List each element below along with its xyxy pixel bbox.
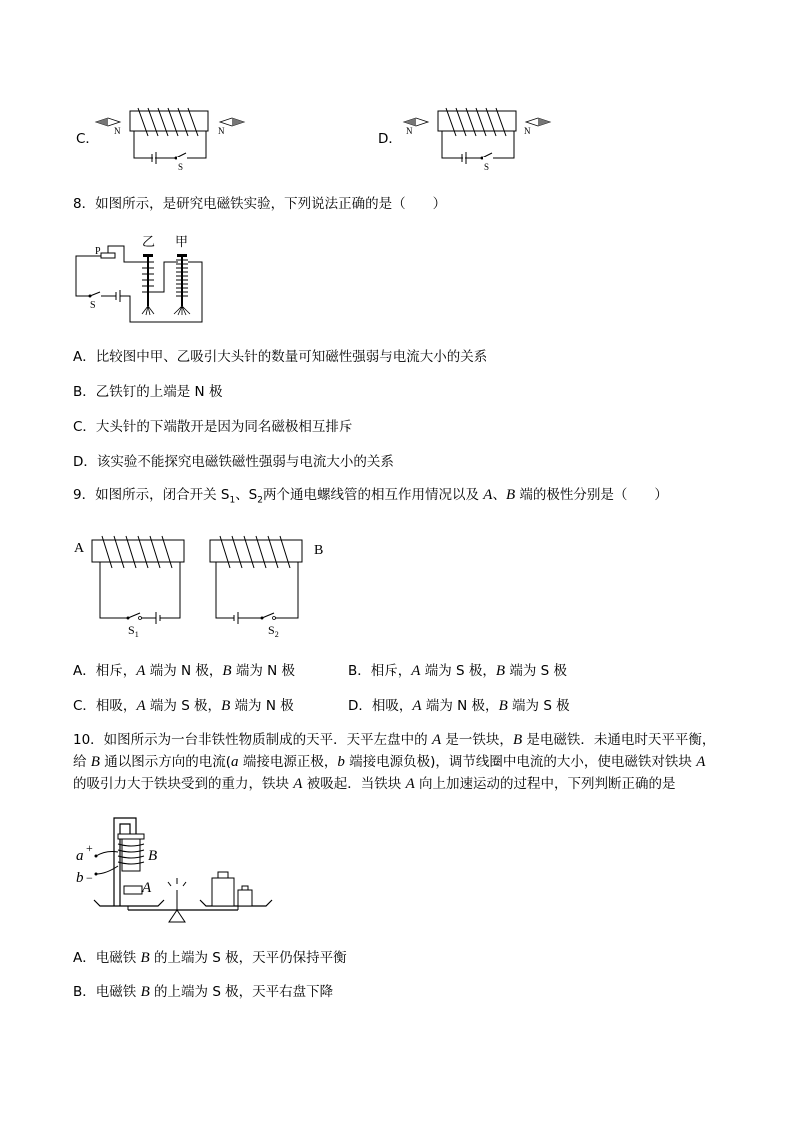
q7-option-c-figure [94, 100, 254, 170]
q10-stem-line1: 10．如图所示为一台非铁性物质制成的天平．天平左盘中的 A 是一铁块，B 是电磁铁．未通电时天平平衡， [73, 732, 716, 748]
q8-option-c[interactable]: C．大头针的下端散开是因为同名磁极相互排斥 [73, 419, 353, 435]
compass-needle-icon [96, 118, 120, 126]
needle-label-n: N [114, 126, 121, 136]
q9-figure [72, 530, 332, 640]
switch-label-s1: $S_1$ [128, 623, 139, 639]
terminal-label-a: a [76, 848, 84, 864]
q10-stem-line2: 给 B 通以图示方向的电流(a 端接电源正极，b 端接电源负极)，调节线圈中电流的大小，使电磁铁对铁块 A [73, 754, 706, 770]
switch-label-s2: $S_2$ [268, 623, 279, 639]
terminal-minus: − [86, 871, 93, 885]
nail-label-jia: 甲 [175, 234, 189, 249]
compass-needle-icon [220, 118, 244, 126]
switch-label: S [90, 300, 96, 311]
switch-label: S [178, 162, 184, 170]
terminal-plus: + [86, 841, 93, 855]
q10-stem-line3: 的吸引力大于铁块受到的重力，铁块 A 被吸起．当铁块 A 向上加速运动的过程中，下列判断正确的是 [73, 776, 676, 792]
q8-option-b[interactable]: B．乙铁钉的上端是 N 极 [73, 384, 223, 400]
q9-option-c[interactable]: C．相吸，A 端为 S 极，B 端为 N 极 [73, 698, 294, 714]
solenoid-end-a: A [74, 541, 85, 556]
compass-needle-icon [404, 118, 428, 126]
electromagnet-label-b: B [148, 848, 158, 864]
q7-option-d-figure [398, 100, 558, 170]
iron-nail-yi [142, 254, 178, 315]
q9-option-d[interactable]: D．相吸，A 端为 N 极，B 端为 S 极 [348, 698, 570, 714]
rheostat-label-p: P [95, 246, 101, 257]
needle-label-n: N [218, 126, 225, 136]
needle-label-n: N [524, 126, 531, 136]
q10-option-a[interactable]: A．电磁铁 B 的上端为 S 极，天平仍保持平衡 [73, 950, 347, 966]
switch-label: S [484, 162, 490, 170]
q7-option-d-label: D． [378, 131, 402, 147]
q9-stem: 9．如图所示，闭合开关 $S_1$、$S_2$两个通电螺线管的相互作用情况以及 A、B 端的极性分别是（ ） [73, 487, 668, 506]
q9-option-b[interactable]: B．相斥，A 端为 S 极，B 端为 S 极 [348, 663, 568, 679]
iron-nail-jia [174, 254, 190, 315]
q7-option-c-label: C． [76, 131, 99, 147]
solenoid-end-b: B [314, 543, 324, 558]
q8-option-d[interactable]: D．该实验不能探究电磁铁磁性强弱与电流大小的关系 [73, 454, 394, 470]
q10-option-b[interactable]: B．电磁铁 B 的上端为 S 极，天平右盘下降 [73, 984, 334, 1000]
compass-needle-icon [526, 118, 550, 126]
q8-option-a[interactable]: A．比较图中甲、乙吸引大头针的数量可知磁性强弱与电流大小的关系 [73, 349, 488, 365]
terminal-label-b: b [76, 870, 84, 886]
q8-stem: 8．如图所示，是研究电磁铁实验，下列说法正确的是（ ） [73, 196, 447, 212]
q10-figure [70, 814, 280, 924]
nail-label-yi: 乙 [142, 234, 156, 249]
q9-option-a[interactable]: A．相斥，A 端为 N 极，B 端为 N 极 [73, 663, 296, 679]
q8-figure [68, 232, 218, 327]
needle-label-n: N [406, 126, 413, 136]
iron-block-label-a: A [142, 880, 152, 896]
